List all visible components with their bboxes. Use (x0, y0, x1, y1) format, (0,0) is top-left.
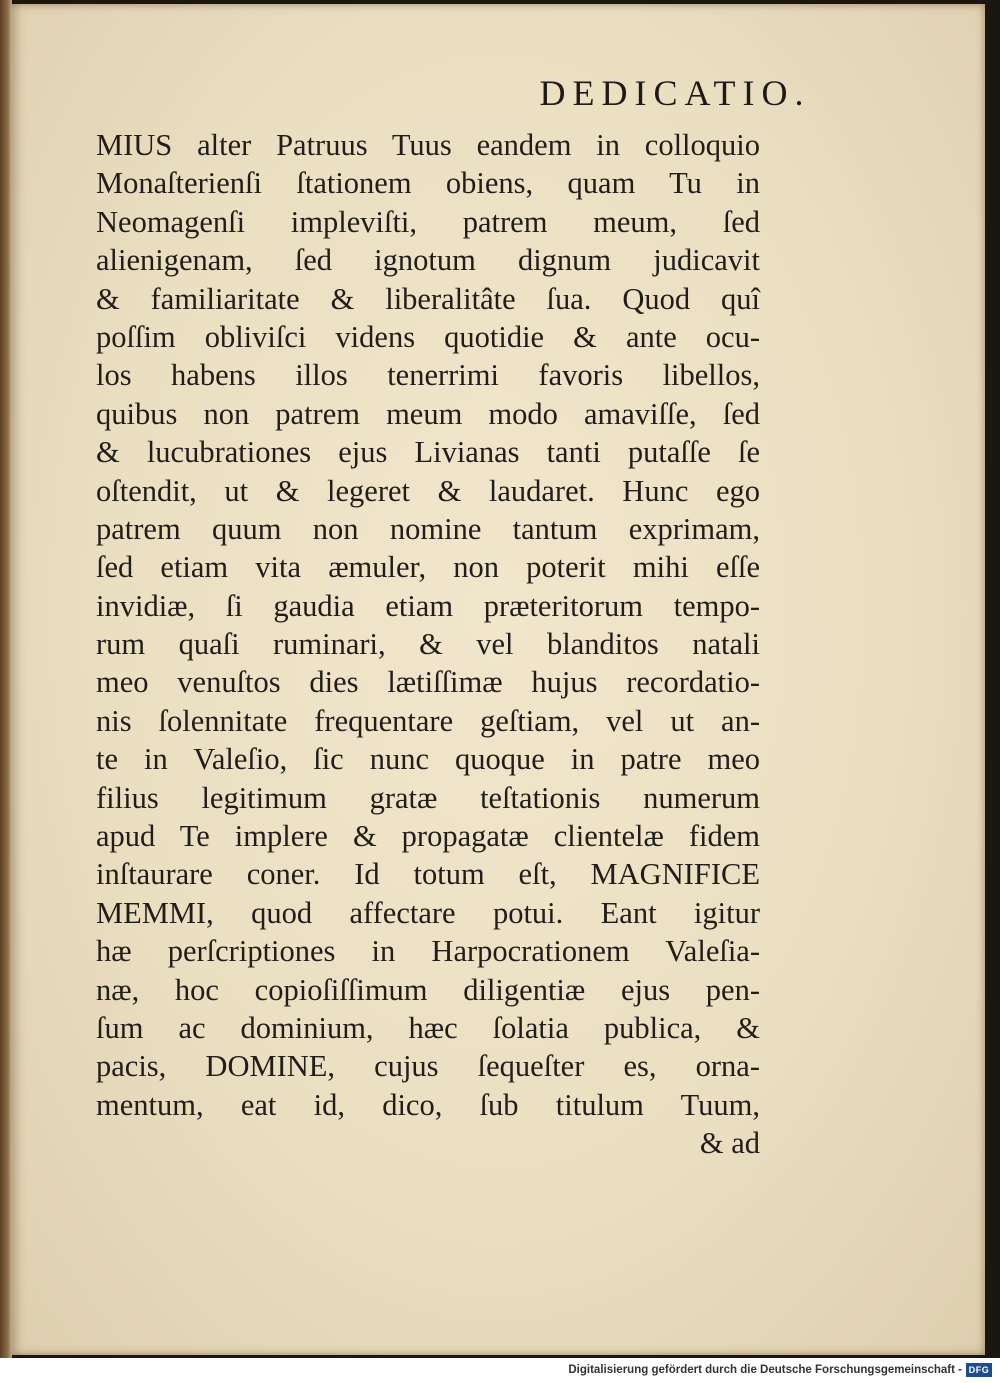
book-page (10, 4, 985, 1355)
catchword: & ad (699, 1126, 760, 1161)
running-title-text: DEDICATIO. (539, 73, 811, 113)
digitization-footer (0, 1358, 1000, 1383)
body-text (96, 126, 760, 1163)
text-line: ſed etiam vita æmuler, non poterit mihi eſſe (96, 550, 760, 585)
text-line: patrem quum non nomine tantum exprimam, (96, 511, 760, 546)
text-line: filius legitimum gratæ teſtationis numerum (96, 780, 760, 815)
text-line: apud Te implere & propagatæ clientelæ fidem (96, 819, 760, 854)
text-line: quibus non patrem meum modo amaviſſe, ſed (96, 396, 760, 431)
text-line: MEMMI, quod affectare potui. Eant igitur (96, 895, 760, 930)
text-line: poſſim obliviſci videns quotidie & ante ocu- (96, 319, 760, 354)
text-line: næ, hoc copioſiſſimum diligentiæ ejus pen- (96, 972, 760, 1007)
text-line: te in Valeſio, ſic nunc quoque in patre meo (96, 742, 760, 777)
text-line: MIUS alter Patruus Tuus eandem in colloquio (96, 128, 760, 162)
text-line: & lucubrationes ejus Livianas tanti putaſſe ſe (96, 435, 760, 470)
text-line: hæ perſcriptiones in Harpocrationem Valeſia- (96, 934, 760, 969)
text-line: los habens illos tenerrimi favoris libellos, (96, 358, 760, 393)
text-line: alienigenam, ſed ignotum dignum judicavit (96, 243, 760, 278)
text-line: invidiæ, ſi gaudia etiam præteritorum tempo- (96, 588, 760, 623)
text-line: Neomagenſi impleviſti, patrem meum, ſed (96, 204, 760, 239)
text-line: & familiaritate & liberalitâte ſua. Quod quî (96, 281, 760, 316)
funding-credit: Digitalisierung gefördert durch die Deutsche Forschungsgemeinschaft - (568, 1364, 962, 1376)
dfg-logo-icon: DFG (966, 1363, 992, 1377)
text-line: meo venuſtos dies lætiſſimæ hujus recordatio- (96, 665, 760, 700)
text-line: mentum, eat id, dico, ſub titulum Tuum, (96, 1087, 760, 1122)
text-line: nis ſolennitate frequentare geſtiam, vel ut an- (96, 703, 760, 738)
text-line: rum quaſi ruminari, & vel blanditos natali (96, 627, 760, 662)
text-line: oſtendit, ut & legeret & laudaret. Hunc ego (96, 473, 760, 508)
text-line: inſtaurare coner. Id totum eſt, MAGNIFICE (96, 857, 760, 892)
text-line: pacis, DOMINE, cujus ſequeſter es, orna- (96, 1049, 760, 1084)
text-line: Monaſterienſi ſtationem obiens, quam Tu in (96, 166, 760, 201)
running-title (10, 72, 985, 114)
text-line: ſum ac dominium, hæc ſolatia publica, & (96, 1010, 760, 1045)
